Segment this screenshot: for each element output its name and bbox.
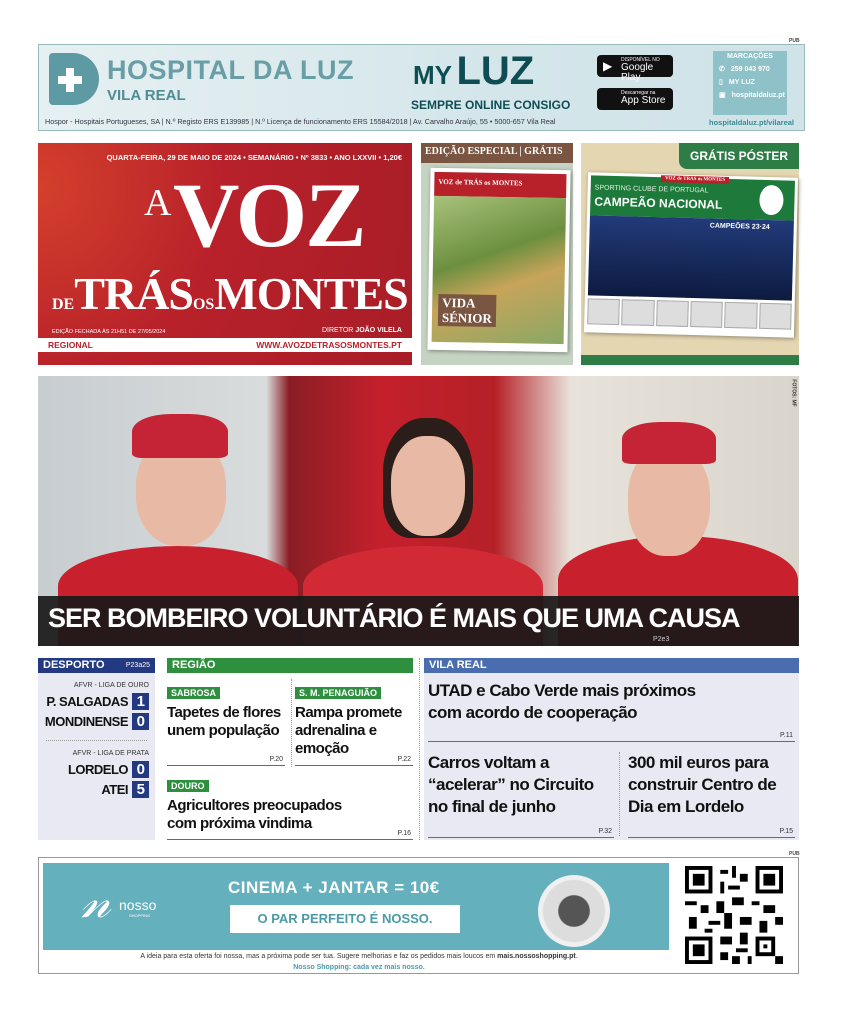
ad-footer-link[interactable]: mais.nossoshopping.pt <box>497 953 576 960</box>
title-line-2: DETRÁSOSMONTES <box>52 268 408 319</box>
ad-offer: CINEMA + JANTAR = 10€ <box>228 878 440 897</box>
score-row: P. SALGADAS 1 <box>38 693 149 710</box>
story-douro[interactable]: DOURO Agricultores preocupados com próxima vindima P.16 <box>167 776 413 840</box>
website-link[interactable]: WWW.AVOZDETRASOSMONTES.PT <box>256 340 402 350</box>
poster-header: GRÁTIS PÓSTER <box>679 143 799 169</box>
app-store-button[interactable]: Descarregar na App Store <box>597 88 673 110</box>
edition-closed: EDIÇÃO FECHADA ÀS 21H51 DE 27/05/2024 <box>52 329 166 335</box>
special-edition-header: EDIÇÃO ESPECIAL | GRÁTIS <box>421 143 573 163</box>
story-sabrosa[interactable]: SABROSA Tapetes de flores unem população P.20 <box>167 683 285 766</box>
hospital-logo-icon <box>49 53 99 105</box>
phone-number[interactable]: 259 043 970 <box>730 66 770 73</box>
vila-real-section <box>424 658 799 840</box>
regiao-section <box>167 658 413 840</box>
hero-headline[interactable]: SER BOMBEIRO VOLUNTÁRIO É MAIS QUE UMA CAUSA <box>38 596 799 646</box>
phone-icon: ✆ <box>719 66 725 73</box>
league-name: AFVR - LIGA DE OURO <box>73 682 149 689</box>
pub-label: PUB <box>789 851 800 857</box>
poster-promo[interactable] <box>581 143 799 365</box>
dateline: QUARTA-FEIRA, 29 DE MAIO DE 2024 • SEMANÁRIO • Nº 3833 • ANO LXXVII • 1,20€ <box>106 153 402 162</box>
story-penaguiao[interactable]: S. M. PENAGUIÃO Rampa promete adrenalina e emoção P.22 <box>295 683 413 766</box>
hospital-ad-banner[interactable] <box>38 44 805 131</box>
desporto-header: DESPORTO P23a25 <box>38 658 155 673</box>
title-voz: VOZ <box>173 164 365 266</box>
magazine-cover: VOZ de TRÁS os MONTES VIDA SÉNIOR <box>427 168 570 352</box>
marcacoes-box: MARCAÇÕES ✆ 259 043 970 ▯ MY LUZ ▣ hospitaldaluz.pt <box>713 51 787 115</box>
ad-footer: A ideia para esta oferta foi nossa, mas a próxima pode ser tua. Sugere melhorias e faz os pedidos mais loucos em mais.nossoshopping.pt. <box>140 953 578 960</box>
score-row: LORDELO 0 <box>38 761 149 778</box>
sporting-crest-icon <box>756 182 787 219</box>
vila-real-header: VILA REAL <box>424 658 799 673</box>
poster-image: VOZ de TRÁS os MONTES SPORTING CLUBE DE PORTUGAL CAMPEÃO NACIONAL CAMPEÕES 23·24 <box>584 172 798 337</box>
story-lordelo[interactable]: 300 mil euros para construir Centro de Dia em Lordelo P.15 <box>628 752 795 838</box>
story-circuito[interactable]: Carros voltam a “acelerar” no Circuito no final de junho P.32 <box>428 752 614 838</box>
nosso-shopping-ad[interactable] <box>38 857 799 974</box>
hospital-website-link[interactable]: hospitaldaluz.pt/vilareal <box>709 118 795 127</box>
story-utad[interactable]: UTAD e Cabo Verde mais próximos com acordo de cooperação P.11 <box>428 680 795 742</box>
film-reel-plate-icon <box>538 875 610 947</box>
hero-photo[interactable] <box>38 376 799 646</box>
play-store-icon: ▶ <box>603 59 613 73</box>
ad-tagline: Nosso Shopping: cada vez mais nosso. <box>293 964 425 971</box>
team-photo: CAMPEÕES 23·24 <box>588 215 794 300</box>
qr-code[interactable] <box>685 866 783 964</box>
title-a: A <box>144 182 172 224</box>
myluz-tagline: SEMPRE ONLINE CONSIGO <box>411 98 571 112</box>
league-name: AFVR - LIGA DE PRATA <box>72 750 149 757</box>
hospital-brand: HOSPITAL DA LUZ <box>107 55 354 85</box>
ad-slogan: O PAR PERFEITO É NOSSO. <box>230 905 460 933</box>
photo-credit: FOTOS: MF <box>790 379 797 407</box>
hospital-location: VILA REAL <box>107 87 186 104</box>
section-label: REGIONAL <box>48 340 93 350</box>
regiao-header: REGIÃO <box>167 658 413 673</box>
score-row: ATEI 5 <box>38 781 149 798</box>
nosso-logo: 𝓃 nosso SHOPPING <box>81 875 157 928</box>
director: DIRETOR JOÃO VILELA <box>321 327 402 334</box>
google-play-button[interactable]: ▶ DISPONÍVEL NO Google Play <box>597 55 673 77</box>
hero-page-ref: P2e3 <box>653 636 670 643</box>
masthead-band <box>38 338 412 352</box>
score-row: MONDINENSE 0 <box>38 713 149 730</box>
site-link[interactable]: hospitaldaluz.pt <box>731 92 785 99</box>
special-edition-promo[interactable] <box>421 143 573 365</box>
pub-label: PUB <box>789 38 800 44</box>
masthead <box>38 143 412 365</box>
web-icon: ▣ <box>719 92 726 99</box>
mobile-icon: ▯ <box>719 79 723 86</box>
hospital-legal: Hospor - Hospitais Portugueses, SA | N.º Registo ERS E139985 | N.º Licença de funcionamento ERS 15584/2018 | Av. Carvalho Araújo, 55 • 5000-657 Vila Real <box>45 117 556 126</box>
myluz-logo: MY LUZ <box>413 49 535 93</box>
cover-photo: VIDA SÉNIOR <box>432 196 567 344</box>
desporto-section[interactable] <box>38 658 155 840</box>
